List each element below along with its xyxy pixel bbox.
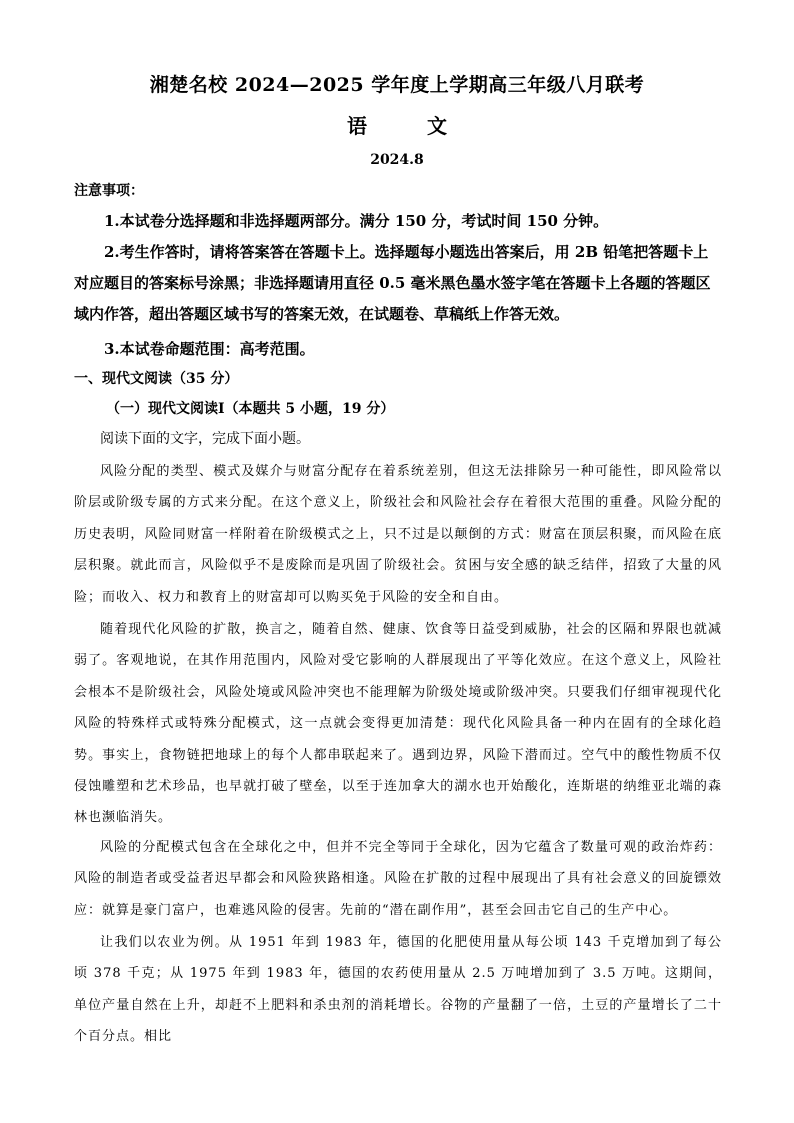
exam-title: 湘楚名校 2024—2025 学年度上学期高三年级八月联考	[149, 74, 645, 96]
section-subheading: （一）现代文阅读Ⅰ（本题共 5 小题，19 分）	[106, 401, 395, 417]
passage-paragraph: 风险分配的类型、模式及媒介与财富分配存在着系统差别，但这无法排除另一种可能性，即风险常以阶层或阶级专属的方式来分配。在这个意义上，阶级社会和风险社会存在着很大范围的重叠。风险分配的历史表明，风险同财富一样附着在阶级模式之上，只不过是以颠倒的方式：财富在顶层积聚，而风险在底层积聚。就此而言，风险似乎不是废除而是巩固了阶级社会。贫困与安全感的缺乏结伴，招致了大量的风险；而收入、权力和教育上的财富却可以购买免于风险的安全和自由。	[74, 464, 722, 605]
passage-paragraph: 随着现代化风险的扩散，换言之，随着自然、健康、饮食等日益受到威胁，社会的区隔和界限也就减弱了。客观地说，在其作用范围内，风险对受它影响的人群展现出了平等化效应。在这个意义上，风险社会根本不是阶级社会，风险处境或风险冲突也不能理解为阶级处境或阶级冲突。只要我们仔细审视现代化风险的特殊样式或特殊分配模式，这一点就会变得更加清楚：现代化风险具备一种内在固有的全球化趋势。事实上，食物链把地球上的每个人都串联起来了。遇到边界，风险下潜而过。空气中的酸性物质不仅侵蚀雕塑和艺术珍品，也早就打破了壁垒，以至于连加拿大的湖水也开始酸化，连斯堪的纳维亚北端的森林也濒临消失。	[74, 622, 722, 826]
passage-paragraph: 风险的分配模式包含在全球化之中，但并不完全等同于全球化，因为它蕴含了数量可观的政治炸药：风险的制造者或受益者迟早都会和风险狭路相逢。风险在扩散的过程中展现出了具有社会意义的回旋镖效应：就算是豪门富户，也难逃风险的侵害。先前的“潜在副作用”，甚至会回击它自己的生产中心。	[74, 840, 722, 918]
subject-heading	[0, 110, 794, 139]
notice-item-3: 3.本试卷命题范围：高考范围。	[104, 340, 315, 358]
notice-heading: 注意事项：	[74, 183, 144, 199]
subject-char-1: 语	[347, 114, 367, 138]
reading-instruction: 阅读下面的文字，完成下面小题。	[100, 431, 310, 447]
notice-item-1: 1.本试卷分选择题和非选择题两部分。满分 150 分，考试时间 150 分钟。	[104, 212, 609, 230]
exam-date: 2024.8	[370, 152, 424, 168]
subject-char-2: 文	[427, 114, 447, 138]
notice-item-2: 2.考生作答时，请将答案答在答题卡上。选择题每小题选出答案后，用 2B 铅笔把答题卡上对应题目的答案标号涂黑；非选择题请用直径 0.5 毫米黑色墨水签字笔在答题卡上各题的答题区域内作答，超出答题区域书写的答案无效，在试题卷、草稿纸上作答无效。	[74, 243, 711, 323]
passage-paragraph: 让我们以农业为例。从 1951 年到 1983 年，德国的化肥使用量从每公顷 143 千克增加到了每公顷 378 千克；从 1975 年到 1983 年，德国的农药使用量从 2.5 万吨增加到了 3.5 万吨。这期间，单位产量自然在上升，却赶不上肥料和杀虫剂的消耗增长。谷物的产量翻了一倍，土豆的产量增长了二十个百分点。相比	[74, 935, 722, 1045]
section-heading: 一、现代文阅读（35 分）	[74, 371, 239, 387]
